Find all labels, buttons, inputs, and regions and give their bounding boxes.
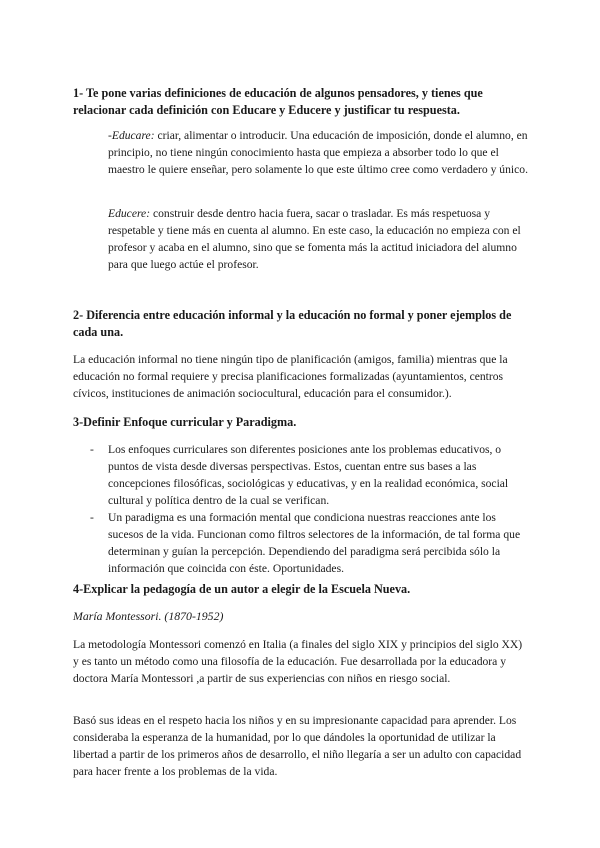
list-item-text: Los enfoques curriculares son diferentes posiciones ante los problemas educativos, o puntos de vista desde diversas perspectivas. Estos, cuentan entre sus bases a las concepciones filosóficas, sociológicas y educativas, y en la realidad económica, social cultural y política dentro de la cual se verifican. bbox=[108, 443, 509, 507]
educere-text: construir desde dentro hacia fuera, sacar o trasladar. Es más respetuosa y respetable y tiene más en cuenta al alumno. En este caso, la educación no empieza con el profesor y acaba en el alumno, sino que se fomenta más la actitud iniciadora del alumno para que luego actúe el profesor. bbox=[108, 207, 521, 271]
educare-definition bbox=[108, 127, 530, 178]
author-name: María Montessori. (1870-1952) bbox=[73, 609, 224, 623]
section-1-heading: 1- Te pone varias definiciones de educación de algunos pensadores, y tienes que relacionar cada definición con Educare y Educere y justificar tu respuesta. bbox=[73, 86, 483, 117]
bullet-marker: - bbox=[90, 443, 94, 456]
section-3-list bbox=[90, 441, 530, 577]
list-item bbox=[90, 441, 530, 509]
educare-text: criar, alimentar o introducir. Una educación de imposición, donde el alumno, en principio, no tiene ningún conocimiento hasta que empieza a absorber todo lo que el maestro le quiere enseñar, pero solamente lo que este último cree como verdadero y único. bbox=[108, 129, 528, 176]
list-item bbox=[90, 509, 530, 577]
bullet-marker: - bbox=[90, 511, 94, 524]
section-4-paragraph-2: Basó sus ideas en el respeto hacia los niños y en su impresionante capacidad para aprender. Los consideraba la esperanza de la humanidad, por lo que dándoles la oportunidad de utilizar la libertad a partir de los primeros años de desarrollo, el niño llegaría a ser un adulto con capacidad para hacer frente a los problemas de la vida. bbox=[73, 714, 522, 778]
section-2-heading: 2- Diferencia entre educación informal y la educación no formal y poner ejemplos de cada una. bbox=[73, 308, 512, 339]
section-2-text: La educación informal no tiene ningún tipo de planificación (amigos, familia) mientras que la educación no formal requiere y precisa planificaciones formalizadas (ayuntamientos, centros cívicos, instituciones de animación sociocultural, educación para el consumidor.). bbox=[73, 353, 508, 400]
educare-term: -Educare: bbox=[108, 129, 155, 142]
section-4-heading: 4-Explicar la pedagogía de un autor a elegir de la Escuela Nueva. bbox=[73, 582, 411, 596]
educere-term: Educere: bbox=[108, 207, 151, 220]
section-3-heading: 3-Definir Enfoque curricular y Paradigma. bbox=[73, 415, 297, 429]
list-item-text: Un paradigma es una formación mental que condiciona nuestras reacciones ante los sucesos de la vida. Funcionan como filtros selectores de la información, de tal forma que determinan y guían la percepción. Dependiendo del paradigma será percibida sólo la información que coincida con éste. Oportunidades. bbox=[108, 511, 521, 575]
section-4-paragraph-1: La metodología Montessori comenzó en Italia (a finales del siglo XIX y principios del siglo XX) y es tanto un método como una filosofía de la educación. Fue desarrollada por la educadora y doctora María Montessori ,a partir de sus experiencias con niños en riesgo social. bbox=[73, 638, 523, 685]
educere-definition bbox=[108, 205, 530, 273]
